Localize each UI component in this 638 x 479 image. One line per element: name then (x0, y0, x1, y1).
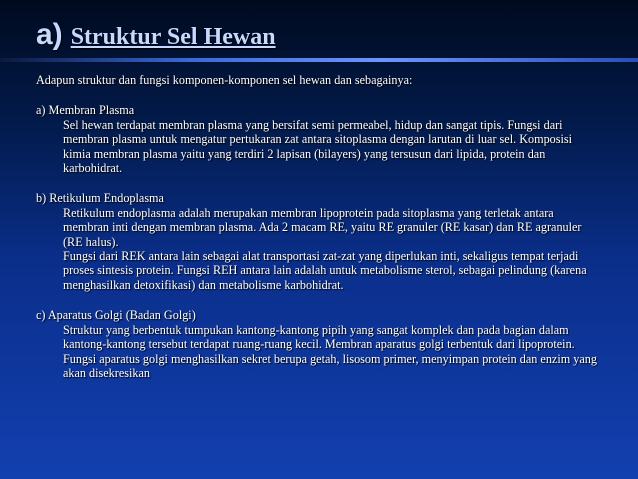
slide-title (36, 18, 276, 52)
section-heading: b) Retikulum Endoplasma (36, 191, 164, 206)
title-letter: a) (36, 18, 63, 51)
title-text: Struktur Sel Hewan (70, 24, 276, 50)
intro-text: Adapun struktur dan fungsi komponen-komponen sel hewan dan sebagainya: (36, 73, 413, 87)
section-paragraph: Sel hewan terdapat membran plasma yang bersifat semi permeabel, hidup dan sangat tipis. Fungsi dari membran plasma untuk mengatur pertukaran zat antara sitoplasma dengan larutan di luar sel. Komposisi kimia membran plasma yaitu yang terdiri 2 lapisan (bilayers) yang tersusun dari lipida, protein dan karbohidrat. (63, 117, 573, 176)
slide-content (36, 73, 602, 396)
section-membran-plasma (36, 103, 602, 175)
section-paragraph: Retikulum endoplasma adalah merupakan membran lipoprotein pada sitoplasma yang terletak antara membran inti dengan membran plasma. Ada 2 macam RE, yaitu RE granuler (RE kasar) dan RE agranuler (RE halus). (63, 205, 582, 249)
title-divider (0, 58, 638, 62)
section-heading: a) Membran Plasma (36, 103, 135, 118)
section-aparatus-golgi (36, 308, 602, 380)
section-paragraph: Struktur yang berbentuk tumpukan kantong-kantong pipih yang sangat komplek dan pada bagian dalam kantong-kantong tersebut terdapat ruang-ruang kecil. Membran aparatus golgi terbentuk dari lipoprotein. (63, 322, 575, 352)
section-paragraph: Fungsi dari REK antara lain sebagai alat transportasi zat-zat yang diperlukan inti, sekaligus tempat terjadi proses sintesis protein. Fungsi REH antara lain adalah untuk metabolisme sterol, sebagai pelindung (karena menghasilkan detoxifikasi) dan metabolisme karbohidrat. (63, 249, 587, 292)
section-retikulum-endoplasma (36, 191, 602, 292)
section-paragraph: Fungsi aparatus golgi menghasilkan sekret berupa getah, lisosom primer, menyimpan protein dan enzim yang akan disekresikan (63, 351, 597, 380)
section-heading: c) Aparatus Golgi (Badan Golgi) (36, 308, 196, 323)
